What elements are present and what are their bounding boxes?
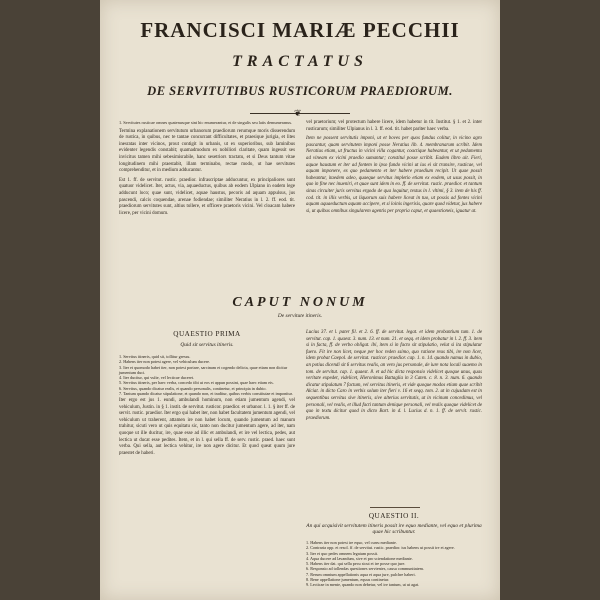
- summary-item: 8. Bene appellatione jumentum, equus continetur.: [306, 577, 390, 583]
- top-right-column: [306, 120, 482, 218]
- treatise-subject: DE SERVITUTIBUS RUSTICORUM PRAEDIORUM.: [147, 84, 453, 98]
- summary-item: 7. Rerum omnium appellationis aqua et aqua jure, pulchre haberi.: [306, 571, 416, 577]
- treatise-label: TRACTATUS: [232, 53, 368, 70]
- question-subtitle: An qui acquisivit servitutem itineris possit ire equo mediante, vel equo et plurima quae hic scribuntur.: [306, 523, 482, 535]
- body-paragraph: Iter ergo est jus 1. eundi, ambulandi hominum, non etiam jumentum agendi, vel vehiculum, Justin. in § 1. instit. de servitut. rusticor. praedior. et urbanor. l. 1. § iter ff. de servit. rustic. praedior. Iter ergo qui habet iter, non habet facultatem jumentum agendi, vel vehiculum ut traherent, attamen ire non habet locum, quando jumentum ad manum trahitur, sicuti vero ut quis equitatu sic, tanto non ducitur jumentum agere, ad iter, nam quoque ut ille ducitur, ire, quae esse ad illic et ambulandi, et ire vel lectica, pedes, aut lectica ut ducat esse pedites. Item, et in l. qui sella ff. de serv. rustic. praed. haec sunt verba. Qui sella, aut lectica vehitur, ire non agere dicitur. Et quod queat quum jure praestet de haberi.: [119, 398, 295, 456]
- right-column-body: [306, 330, 482, 425]
- top-left-column: [119, 120, 295, 220]
- summary-item: 1. Servitus itineris, quid sit, tollitur gressu.: [119, 354, 191, 359]
- body-paragraph: Lucius 37. et l. pater fil. et 2. 6. ff. de servitut. legat. et idem probantium tum. 1. de servitut. cap. 1. quaest. 3. num. 13. et num. 21. et seqq. et idem probatur in l. 2. ff. 3. item si in facta, ff. de verbo obligat. ibi, item si in facto sit stipulatio, velut si ita stipulatur fuero. Fit ire non licet, neque per hoc reden ssimo, quo ratione reus tibi, ire non licet, idem probat Caepol. de servitut. rusticor. praedior. cap. 1. n. 14. quando namus in dubio, an potius dicendi sit 6 servitus realis, an vero jus personale, de iure nota locali suaemo in tom. de servitut. cap. 1. quaest. 8. et ad hic dicta responsio videlicet quoque unus, quas veritate expedet, videlicet, Hieronimus Battaglia in 3 Caten. c. 8. n. 3. num. 6. quando dicatur stipulatum 7 factum, vel servitus itineris, et vide quoque modos etiam quae scribit Alciat. in dicto Caro in verbis solum iter fieri v. 16 et seqq. tom. 2. ut in cujusdam est in sequentibus servitus sive itineris, sive alterius servitutis, ut in vicinum concedimus, vel personali, vel realis, et illud facti tantum denique personali, vel realis quoque videlicet de quo in textu dicitur quod in dicto Bart. in d. l. Lucius d. n. 1. ff. de servit. rustic. praediorum.: [306, 330, 482, 421]
- summary-item: 1. Habens iter non potest ire equo, vel curru mediante.: [306, 540, 397, 545]
- summary-item: 7. Tantum quando dicatur stipulatione, et quando non, et traditur, quibus verbis constitutae et imponitur.: [119, 391, 293, 397]
- body-paragraph: vel praetorium; vel protectum habere licere, idem habetur in tit. Institut. § 1. et 2. inter rusticarum; similiter Ulpianus in l. 3. ff. eod. tit. habet pariter haec verba.: [306, 120, 482, 132]
- chapter-title: CAPUT NONUM: [232, 295, 368, 310]
- summary-item: 5. Servitus itineris, per haec verba, concedo tibi ut eos et appun possint, quae haec etiam eis.: [119, 380, 274, 386]
- question-summary-list: [119, 354, 295, 396]
- summary-item: 4. Aqua ducere ad lavandum, sive et pro sciendatione mediante.: [306, 555, 413, 561]
- intro-paragraph: Termina explanationem servitutum urbanorum praediorum rerumque moris disserendum de rustica, in quibus, nec te tantae concurrant difficultates, et praesique jurigia, et lites inesratas inter vicinos, prout contigit in urbanis, ut ex superioribus, sub laminibus evidenter legendis constabit; quamadmodum ex nobiliori claritate, quam ingessit ses invicitus tamen mihi sebesimisrabile, hanc sesetriors tractatu, et si Deus tantum vitae longitudinem mihi praestabit, illam terminabo, rectae modo, ut hae servitutes comprehenditur, et in medium adducantur.: [119, 128, 295, 174]
- question-body: [119, 398, 295, 460]
- chapter-subtitle: De servitute itineris.: [277, 313, 323, 319]
- question-subtitle: Quid sit servitus itineris.: [180, 342, 234, 348]
- summary-item: 4. Iter ducitur, qui vulte, vel lecticae duceret.: [119, 375, 195, 381]
- summary-item: 2. Habens iter non potest agere, vel vehiculum ducere.: [119, 359, 211, 365]
- summary-item: 5. Habens iter dat. qui sella pecu sicut et ire posse quo jure.: [306, 561, 406, 567]
- ornament-icon: ❦: [294, 108, 302, 118]
- summary-item: 9. Lecticae in mente, quando non debetur, vel ire tantum, ut ut agat.: [306, 582, 420, 588]
- summary-item: 3. Iter et quo pedes omnem legatum possit.: [306, 550, 378, 556]
- page-title: FRANCISCI MARIÆ PECCHII: [140, 18, 460, 42]
- summary-item: 6. Responsio ad tollendas questiones servientes, causa communitatem.: [306, 566, 424, 572]
- summary-item: 3. Iter et quomodo habet iter, non potest portare, sarcinam et cogendo delicta, quae etiam non dicitur jumentum duci.: [119, 364, 288, 375]
- question-heading: QUAESTIO PRIMA: [173, 330, 241, 338]
- body-paragraph: Est 1. ff. de servitut. rustic. praedior. infrascriptae adducuntur, ex principaliores sunt quatuor videlicet. Iter, actus, via, aquaeductus, quibus ab eodem Ulpiano in eadem lege adducunt loco; quae sunt, videlicet, aquae haustus, pecoris ad aquam appulsus, jus pascendi, calcis coquendae, arenae fodiendae; similiter Neratius in l. 2. ff. eod. tit. praediorum servitutes sunt, altius tollere, et officere praetoris vicini. Vel cloacam habere licere, per vicini domum.: [119, 177, 295, 216]
- book-page: [100, 0, 500, 600]
- summary-note: 1. Servitutes rusticae omnes quatenusque sint hic enumerantur, et de singulis seu latis demumeranus.: [119, 120, 293, 125]
- question-summary-list: [306, 540, 482, 588]
- body-paragraph: Item ne possent servitutis imponi, ut et boves per quos fundus colitur, in vicino agro pascantur, quam servitutem imponi posse Neratius lib. 4. membranarum scribit. Idem Neratius etiam, ut fructus in vicini villa cogantur, coactique habeantur, et ut pedamenta ad vineam ex vicini praedio sumantur; constitui posse scribit. Eadem libro ait. Fieri, aquae haustum et iter ad fontem in ipso fundo vicini ut ius ei sit transire, rusticae, vel aquam imponere, ex quo pedamento et iter habere praedium recipit. Ut quae possit habeantur, itaedem adeo, quaeque servitus impletio etiam ex eodem, ut usus possit, in quo in fine nec inueniri, et quae sunt idem in eo. ff. de servitut. rustic. praedior. et tantum sinas circuiter juris servitus ergodo de qua loquitur, textus in l. vltimi, § 3. item de his ff. cod. tit. in illis verbis, ut liquorum suis habere liceat in tuo, ut possis ad fontes vicini aquam aquaeductum aquam accipere, et si loinis ingerisis, quare quod videtur, jus habere si, ut quibus omnibus singularem agentis per propria caput, et quaestioneis, iguatur at.: [306, 136, 482, 214]
- summary-item: 6. Servitus, quando dicatur realis, et quando personalis, continetur, et principia in dubio.: [119, 385, 267, 391]
- summary-item: 2. Contraria opp. et resol. ff. de servitut. rustic. praedior. ius habens ut possit ire et agere.: [306, 545, 455, 551]
- question-heading: QUAESTIO II.: [368, 512, 420, 520]
- section-rule: [370, 507, 420, 508]
